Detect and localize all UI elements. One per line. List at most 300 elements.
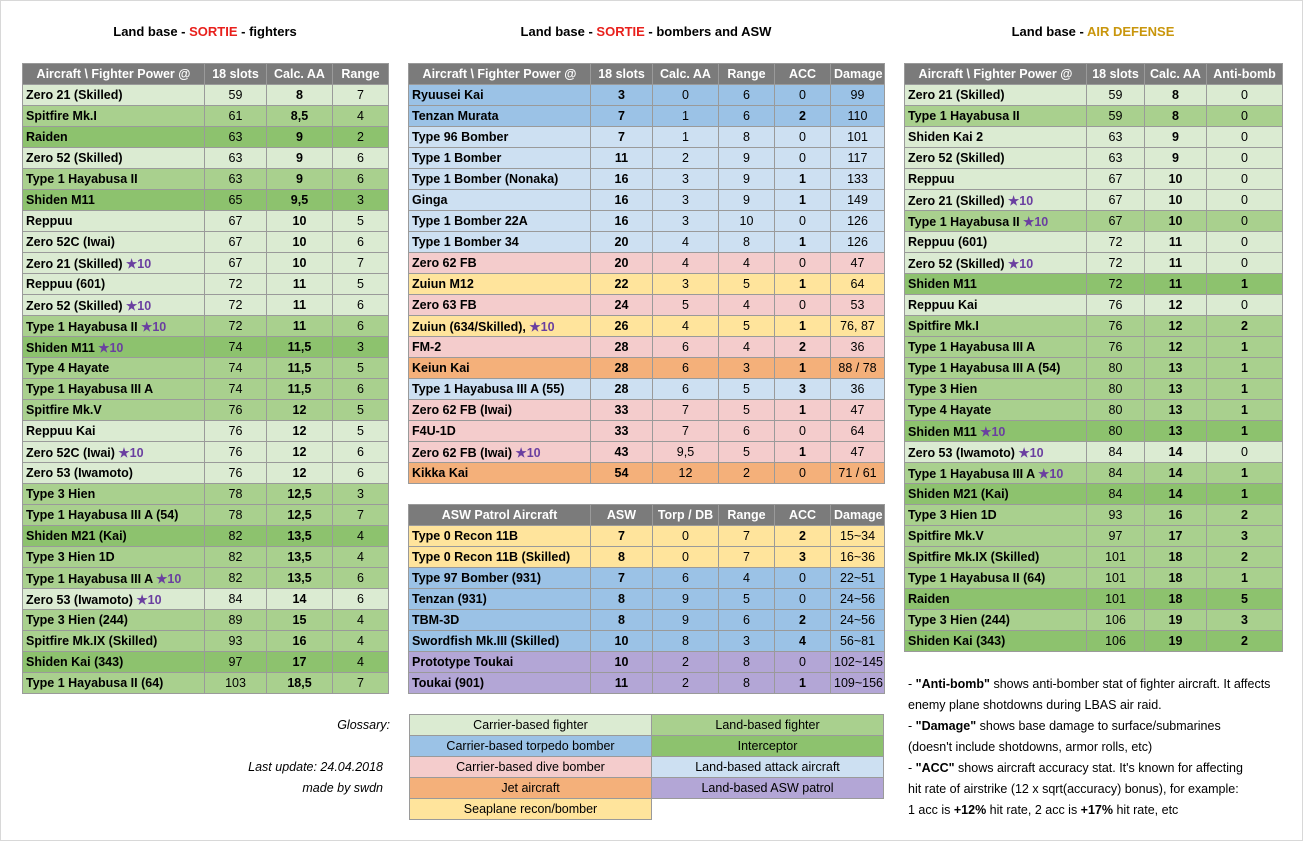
value-cell: 74: [205, 337, 267, 358]
value-cell: 8: [719, 652, 775, 673]
value-cell: 7: [333, 85, 389, 106]
value-cell: 24~56: [831, 610, 885, 631]
value-cell: 93: [205, 631, 267, 652]
table-row: [409, 148, 885, 169]
aircraft-name: Zero 53 (Iwamoto): [908, 445, 1015, 460]
table-row: [23, 526, 389, 547]
value-cell: 6: [333, 589, 389, 610]
table-row: [409, 358, 885, 379]
aircraft-name-cell: [23, 400, 205, 421]
value-cell: 2: [333, 127, 389, 148]
value-cell: 72: [205, 295, 267, 316]
title-sortie-bombers: [408, 24, 884, 39]
value-cell: 22~51: [831, 568, 885, 589]
aircraft-name-cell: [905, 190, 1087, 211]
value-cell: 72: [1087, 253, 1145, 274]
legend-land-asw: Land-based ASW patrol: [652, 778, 884, 799]
value-cell: 1: [1207, 400, 1283, 421]
aircraft-name-cell: [23, 652, 205, 673]
value-cell: 99: [831, 85, 885, 106]
value-cell: 101: [1087, 568, 1145, 589]
aircraft-name: Zero 52 (Skilled): [908, 256, 1005, 271]
value-cell: 54: [591, 463, 653, 484]
value-cell: 11,5: [267, 337, 333, 358]
title-highlight: SORTIE: [596, 24, 645, 39]
aircraft-name-cell: [905, 568, 1087, 589]
aircraft-name: TBM-3D: [412, 613, 460, 627]
value-cell: 2: [653, 673, 719, 694]
value-cell: 1: [775, 274, 831, 295]
improvement-star: ★10: [1038, 466, 1064, 481]
aircraft-name: Type 1 Hayabusa II: [908, 214, 1020, 229]
header-row: [23, 64, 389, 85]
value-cell: 4: [333, 526, 389, 547]
table-row: [23, 442, 389, 463]
table-row: [905, 295, 1283, 316]
value-cell: 7: [591, 127, 653, 148]
value-cell: 28: [591, 337, 653, 358]
value-cell: 102~145: [831, 652, 885, 673]
table-row: [409, 253, 885, 274]
note-text: hit rate, etc: [1113, 803, 1179, 817]
note-line: [908, 800, 1293, 821]
aircraft-name-cell: [905, 589, 1087, 610]
value-cell: 10: [267, 232, 333, 253]
column-header: Aircraft \ Fighter Power @: [409, 64, 591, 85]
table-row: [905, 421, 1283, 442]
value-cell: 7: [653, 400, 719, 421]
aircraft-name: Zero 62 FB: [412, 256, 477, 270]
table-row: [23, 463, 389, 484]
table-row: [905, 127, 1283, 148]
column-header: ASW Patrol Aircraft: [409, 505, 591, 526]
aircraft-name: Shiden M11: [908, 424, 977, 439]
aircraft-name: Reppuu Kai: [26, 424, 96, 438]
value-cell: 8: [653, 631, 719, 652]
value-cell: 24~56: [831, 589, 885, 610]
value-cell: 6: [719, 106, 775, 127]
value-cell: 22: [591, 274, 653, 295]
aircraft-name: Type 0 Recon 11B (Skilled): [412, 550, 571, 564]
value-cell: 14: [1145, 442, 1207, 463]
value-cell: 0: [1207, 190, 1283, 211]
table-row: [23, 589, 389, 610]
value-cell: 80: [1087, 400, 1145, 421]
value-cell: 5: [719, 589, 775, 610]
value-cell: 1: [1207, 484, 1283, 505]
aircraft-name: Type 1 Hayabusa III A: [908, 340, 1036, 354]
aircraft-name-cell: [23, 463, 205, 484]
value-cell: 10: [1145, 211, 1207, 232]
value-cell: 65: [205, 190, 267, 211]
legend-land-fighter: Land-based fighter: [652, 715, 884, 736]
value-cell: 0: [775, 421, 831, 442]
value-cell: 2: [775, 337, 831, 358]
table-row: [409, 652, 885, 673]
value-cell: 6: [333, 379, 389, 400]
value-cell: 0: [775, 85, 831, 106]
table-row: [905, 274, 1283, 295]
table-row: [409, 295, 885, 316]
value-cell: 12,5: [267, 505, 333, 526]
aircraft-name-cell: [409, 547, 591, 568]
value-cell: 0: [775, 589, 831, 610]
table-row: [23, 211, 389, 232]
value-cell: 8: [591, 547, 653, 568]
value-cell: 67: [205, 211, 267, 232]
value-cell: 13: [1145, 358, 1207, 379]
column-header: ASW: [591, 505, 653, 526]
value-cell: 7: [591, 568, 653, 589]
value-cell: 2: [775, 106, 831, 127]
aircraft-name: Spitfire Mk.V: [26, 403, 102, 417]
aircraft-name: Type 1 Hayabusa III A (55): [412, 382, 565, 396]
aircraft-name: Zero 62 FB (Iwai): [412, 445, 513, 460]
table-row: [23, 274, 389, 295]
aircraft-name: Shiden Kai 2: [908, 130, 984, 144]
value-cell: 133: [831, 169, 885, 190]
table-row: [409, 127, 885, 148]
improvement-star: ★10: [1018, 445, 1044, 460]
legend-row: [410, 757, 884, 778]
value-cell: 63: [205, 148, 267, 169]
value-cell: 63: [1087, 148, 1145, 169]
aircraft-name-cell: [23, 295, 205, 316]
value-cell: 84: [1087, 463, 1145, 484]
value-cell: 16: [591, 169, 653, 190]
value-cell: 14: [1145, 484, 1207, 505]
value-cell: 71 / 61: [831, 463, 885, 484]
value-cell: 13,5: [267, 547, 333, 568]
value-cell: 26: [591, 316, 653, 337]
value-cell: 78: [205, 505, 267, 526]
value-cell: 97: [205, 652, 267, 673]
value-cell: 59: [1087, 106, 1145, 127]
value-cell: 74: [205, 379, 267, 400]
value-cell: 4: [719, 253, 775, 274]
aircraft-name: Type 1 Hayabusa II (64): [26, 676, 164, 690]
note-text: shows aircraft accuracy stat. It's known for affecting: [954, 761, 1243, 775]
value-cell: 10: [591, 652, 653, 673]
table-row: [23, 190, 389, 211]
value-cell: 7: [333, 505, 389, 526]
table-row: [409, 85, 885, 106]
value-cell: 89: [205, 610, 267, 631]
value-cell: 97: [1087, 526, 1145, 547]
value-cell: 8: [267, 85, 333, 106]
column-header: ACC: [775, 505, 831, 526]
value-cell: 10: [591, 631, 653, 652]
value-cell: 72: [1087, 232, 1145, 253]
aircraft-name: Zero 52 (Skilled): [908, 151, 1005, 165]
table-row: [905, 484, 1283, 505]
value-cell: 93: [1087, 505, 1145, 526]
table-row: [409, 169, 885, 190]
aircraft-name-cell: [905, 505, 1087, 526]
aircraft-name: Prototype Toukai: [412, 655, 514, 669]
value-cell: 67: [1087, 190, 1145, 211]
value-cell: 0: [1207, 232, 1283, 253]
value-cell: 0: [1207, 253, 1283, 274]
value-cell: 1: [1207, 421, 1283, 442]
value-cell: 0: [775, 295, 831, 316]
value-cell: 7: [653, 421, 719, 442]
value-cell: 3: [1207, 526, 1283, 547]
title-suffix: - bombers and ASW: [644, 24, 772, 39]
column-header: Calc. AA: [1145, 64, 1207, 85]
aircraft-name-cell: [23, 442, 205, 463]
table-row: [409, 379, 885, 400]
value-cell: 53: [831, 295, 885, 316]
glossary-label: Glossary:: [337, 718, 390, 732]
value-cell: 18: [1145, 547, 1207, 568]
value-cell: 16: [591, 190, 653, 211]
value-cell: 2: [653, 148, 719, 169]
table-row: [905, 85, 1283, 106]
value-cell: 2: [1207, 631, 1283, 652]
value-cell: 76: [1087, 295, 1145, 316]
aircraft-name-cell: [905, 400, 1087, 421]
column-header: ACC: [775, 64, 831, 85]
value-cell: 3: [653, 190, 719, 211]
table-row: [905, 463, 1283, 484]
value-cell: 2: [1207, 547, 1283, 568]
aircraft-name: Type 1 Hayabusa III A (54): [26, 508, 179, 522]
legend-torpedo-bomber: Carrier-based torpedo bomber: [410, 736, 652, 757]
aircraft-name-cell: [905, 232, 1087, 253]
value-cell: 6: [653, 568, 719, 589]
improvement-star: ★10: [126, 298, 152, 313]
table-row: [409, 190, 885, 211]
value-cell: 33: [591, 400, 653, 421]
aircraft-name-cell: [409, 568, 591, 589]
column-header: Range: [719, 64, 775, 85]
aircraft-name: Shiden M21 (Kai): [908, 487, 1009, 501]
column-header: 18 slots: [591, 64, 653, 85]
aircraft-name-cell: [23, 421, 205, 442]
column-header: Range: [333, 64, 389, 85]
value-cell: 12: [267, 442, 333, 463]
value-cell: 149: [831, 190, 885, 211]
table-row: [23, 505, 389, 526]
value-cell: 64: [831, 421, 885, 442]
value-cell: 10: [719, 211, 775, 232]
value-cell: 3: [653, 211, 719, 232]
table-row: [409, 232, 885, 253]
table-row: [23, 673, 389, 694]
value-cell: 5: [333, 358, 389, 379]
value-cell: 14: [267, 589, 333, 610]
value-cell: 84: [1087, 484, 1145, 505]
value-cell: 4: [653, 316, 719, 337]
value-cell: 33: [591, 421, 653, 442]
value-cell: 1: [1207, 358, 1283, 379]
aircraft-name-cell: [905, 358, 1087, 379]
value-cell: 12: [267, 421, 333, 442]
value-cell: 8: [591, 589, 653, 610]
improvement-star: ★10: [1023, 214, 1049, 229]
value-cell: 1: [775, 673, 831, 694]
value-cell: 84: [205, 589, 267, 610]
value-cell: 0: [1207, 106, 1283, 127]
aircraft-name: Tenzan (931): [412, 592, 487, 606]
value-cell: 6: [333, 442, 389, 463]
aircraft-name: Tenzan Murata: [412, 109, 499, 123]
aircraft-name: Zuiun M12: [412, 277, 474, 291]
title-highlight: SORTIE: [189, 24, 238, 39]
table-row: [23, 127, 389, 148]
aircraft-name: Type 1 Hayabusa III A: [908, 466, 1035, 481]
column-header: Calc. AA: [653, 64, 719, 85]
aircraft-name-cell: [905, 463, 1087, 484]
improvement-star: ★10: [515, 445, 541, 460]
value-cell: 9,5: [267, 190, 333, 211]
value-cell: 6: [653, 358, 719, 379]
table-row: [409, 610, 885, 631]
value-cell: 63: [205, 169, 267, 190]
value-cell: 6: [719, 610, 775, 631]
value-cell: 5: [333, 211, 389, 232]
aircraft-name-cell: [905, 610, 1087, 631]
legend-carrier-fighter: Carrier-based fighter: [410, 715, 652, 736]
value-cell: 3: [333, 337, 389, 358]
value-cell: 5: [653, 295, 719, 316]
value-cell: 16~36: [831, 547, 885, 568]
value-cell: 3: [1207, 610, 1283, 631]
value-cell: 16: [267, 631, 333, 652]
table-row: [409, 400, 885, 421]
aircraft-name-cell: [23, 547, 205, 568]
aircraft-name-cell: [23, 253, 205, 274]
title-prefix: Land base -: [113, 24, 190, 39]
value-cell: 3: [591, 85, 653, 106]
value-cell: 8: [591, 610, 653, 631]
value-cell: 11: [267, 274, 333, 295]
aircraft-name: Type 3 Hien: [26, 487, 96, 501]
header-row: [409, 64, 885, 85]
aircraft-name: Type 96 Bomber: [412, 130, 509, 144]
aircraft-name-cell: [23, 589, 205, 610]
table-row: [905, 379, 1283, 400]
value-cell: 106: [1087, 631, 1145, 652]
table-row: [23, 85, 389, 106]
table-row: [409, 421, 885, 442]
value-cell: 16: [1145, 505, 1207, 526]
aircraft-name-cell: [23, 610, 205, 631]
table-row: [23, 484, 389, 505]
value-cell: 9: [267, 148, 333, 169]
value-cell: 10: [267, 253, 333, 274]
legend-seaplane: Seaplane recon/bomber: [410, 799, 652, 820]
value-cell: 101: [831, 127, 885, 148]
aircraft-name: Zero 52C (Iwai): [26, 445, 115, 460]
value-cell: 0: [1207, 442, 1283, 463]
value-cell: 18: [1145, 589, 1207, 610]
note-line: [908, 674, 1293, 695]
aircraft-name-cell: [409, 358, 591, 379]
aircraft-name-cell: [905, 337, 1087, 358]
aircraft-name-cell: [905, 253, 1087, 274]
value-cell: 61: [205, 106, 267, 127]
header-row: [409, 505, 885, 526]
value-cell: 56~81: [831, 631, 885, 652]
value-cell: 11,5: [267, 358, 333, 379]
value-cell: 72: [205, 316, 267, 337]
table-row: [23, 106, 389, 127]
value-cell: 17: [1145, 526, 1207, 547]
value-cell: 4: [333, 631, 389, 652]
aircraft-name: Zuiun (634/Skilled),: [412, 319, 526, 334]
value-cell: 3: [333, 190, 389, 211]
table-row: [23, 316, 389, 337]
value-cell: 72: [1087, 274, 1145, 295]
value-cell: 5: [1207, 589, 1283, 610]
aircraft-name: Spitfire Mk.IX (Skilled): [908, 550, 1040, 564]
aircraft-name: Type 1 Bomber 34: [412, 235, 519, 249]
value-cell: 5: [719, 316, 775, 337]
value-cell: 106: [1087, 610, 1145, 631]
column-header: Anti-bomb: [1207, 64, 1283, 85]
legend-empty: [652, 799, 884, 820]
value-cell: 103: [205, 673, 267, 694]
value-cell: 2: [775, 610, 831, 631]
value-cell: 4: [333, 610, 389, 631]
value-cell: 72: [205, 274, 267, 295]
value-cell: 9,5: [653, 442, 719, 463]
value-cell: 8: [719, 673, 775, 694]
aircraft-name: Zero 52 (Skilled): [26, 151, 123, 165]
value-cell: 1: [653, 127, 719, 148]
legend-row: [410, 799, 884, 820]
note-line: [908, 758, 1293, 779]
aircraft-name: Reppuu (601): [26, 277, 106, 291]
table-row: [905, 169, 1283, 190]
aircraft-name: FM-2: [412, 340, 442, 354]
table-row: [905, 610, 1283, 631]
table-row: [23, 295, 389, 316]
note-line: (doesn't include shotdowns, armor rolls, etc): [908, 740, 1153, 754]
value-cell: 6: [719, 421, 775, 442]
value-cell: 76: [205, 421, 267, 442]
value-cell: 11: [1145, 253, 1207, 274]
aircraft-name: Type 1 Hayabusa III A (54): [908, 361, 1061, 375]
value-cell: 76, 87: [831, 316, 885, 337]
aircraft-name-cell: [23, 568, 205, 589]
value-cell: 11: [1145, 232, 1207, 253]
aircraft-name: Reppuu: [26, 214, 73, 228]
aircraft-name: Zero 52C (Iwai): [26, 235, 115, 249]
aircraft-name-cell: [23, 127, 205, 148]
note-term: +12%: [953, 803, 987, 817]
value-cell: 14: [1145, 463, 1207, 484]
aircraft-name: Type 3 Hien (244): [908, 613, 1010, 627]
table-row: [905, 442, 1283, 463]
aircraft-name-cell: [23, 274, 205, 295]
value-cell: 5: [333, 274, 389, 295]
table-row: [905, 568, 1283, 589]
value-cell: 6: [333, 568, 389, 589]
aircraft-name: Type 1 Hayabusa III A: [26, 382, 154, 396]
aircraft-name-cell: [409, 169, 591, 190]
value-cell: 13: [1145, 379, 1207, 400]
legend-row: [410, 778, 884, 799]
value-cell: 11: [267, 295, 333, 316]
aircraft-name: Shiden M11: [26, 193, 95, 207]
value-cell: 4: [719, 337, 775, 358]
value-cell: 18,5: [267, 673, 333, 694]
aircraft-name-cell: [905, 526, 1087, 547]
value-cell: 28: [591, 358, 653, 379]
